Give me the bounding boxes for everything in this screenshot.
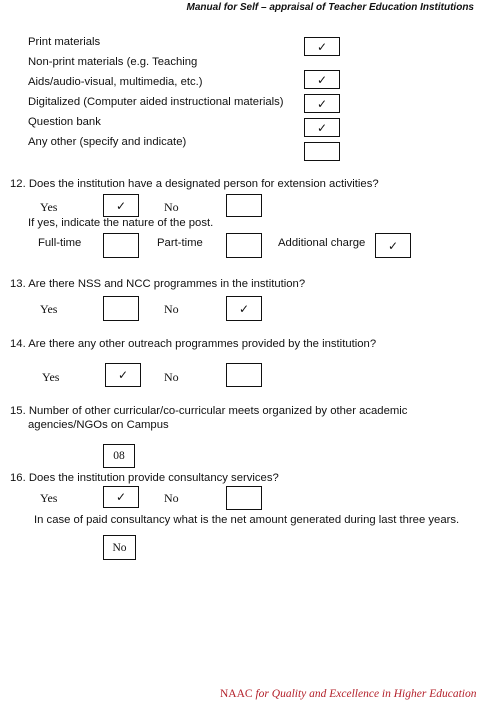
material-label-print: Print materials — [28, 36, 101, 48]
material-checkbox-nonprint[interactable] — [304, 70, 340, 89]
q15-value-box[interactable] — [103, 444, 135, 468]
check-mark-icon: ✓ — [115, 198, 127, 213]
question-15-line1: 15. Number of other curricular/co-curricular meets organized by other academic — [10, 405, 408, 417]
q12-no-checkbox[interactable] — [226, 194, 262, 217]
q12-parttime-label: Part-time — [157, 237, 203, 249]
q16-no-label: No — [164, 491, 179, 505]
material-label-audiovisual: Aids/audio-visual, multimedia, etc.) — [28, 76, 203, 88]
q13-yes-checkbox[interactable] — [103, 296, 139, 321]
page-header-title: Manual for Self – appraisal of Teacher Education Institutions — [186, 2, 474, 13]
q15-value: 08 — [113, 450, 125, 462]
q14-no-checkbox[interactable] — [226, 363, 262, 387]
q16-no-checkbox[interactable] — [226, 486, 262, 510]
q12-yes-label: Yes — [40, 200, 58, 214]
check-mark-icon: ✓ — [316, 120, 328, 135]
footer-text: for Quality and Excellence in Higher Education — [255, 688, 477, 700]
footer-brand: NAAC — [220, 688, 253, 700]
q12-additional-label: Additional charge — [278, 237, 366, 249]
q13-no-checkbox[interactable] — [226, 296, 262, 321]
q16-yes-checkbox[interactable] — [103, 486, 139, 508]
q16-value: No — [112, 541, 127, 554]
check-mark-icon: ✓ — [117, 368, 129, 382]
material-label-any-other: Any other (specify and indicate) — [28, 136, 187, 148]
q12-additional-checkbox[interactable] — [375, 233, 411, 258]
q16-value-box[interactable] — [103, 535, 136, 560]
question-13: 13. Are there NSS and NCC programmes in the institution? — [10, 278, 306, 290]
q16-yes-label: Yes — [40, 491, 58, 505]
q14-yes-checkbox[interactable] — [105, 363, 141, 387]
material-label-nonprint: Non-print materials (e.g. Teaching — [28, 56, 198, 68]
check-mark-icon: ✓ — [316, 72, 328, 87]
question-14: 14. Are there any other outreach programmes provided by the institution? — [10, 338, 377, 350]
material-checkbox-print[interactable] — [304, 37, 340, 56]
material-label-question-bank: Question bank — [28, 116, 101, 128]
check-mark-icon: ✓ — [316, 39, 328, 54]
material-checkbox-digitalized[interactable] — [304, 94, 340, 113]
q12-no-label: No — [164, 200, 179, 214]
material-label-digitalized: Digitalized (Computer aided instructional materials) — [28, 96, 284, 108]
check-mark-icon: ✓ — [238, 301, 250, 316]
q14-no-label: No — [164, 370, 179, 384]
q12-subquestion: If yes, indicate the nature of the post. — [28, 217, 214, 229]
q16-subquestion: In case of paid consultancy what is the net amount generated during last three years. — [34, 514, 460, 526]
q13-yes-label: Yes — [40, 302, 58, 316]
q12-fulltime-label: Full-time — [38, 237, 82, 249]
q14-yes-label: Yes — [42, 370, 60, 384]
page-footer — [220, 688, 476, 700]
question-16: 16. Does the institution provide consultancy services? — [10, 472, 279, 484]
question-12: 12. Does the institution have a designated person for extension activities? — [10, 178, 379, 190]
q12-fulltime-checkbox[interactable] — [103, 233, 139, 258]
q13-no-label: No — [164, 302, 179, 316]
material-checkbox-any-other[interactable] — [304, 142, 340, 161]
q12-yes-checkbox[interactable] — [103, 194, 139, 217]
check-mark-icon: ✓ — [115, 490, 127, 504]
material-checkbox-question-bank[interactable] — [304, 118, 340, 137]
check-mark-icon: ✓ — [316, 96, 328, 111]
question-15-line2: agencies/NGOs on Campus — [28, 419, 169, 431]
q12-parttime-checkbox[interactable] — [226, 233, 262, 258]
check-mark-icon: ✓ — [387, 238, 399, 253]
